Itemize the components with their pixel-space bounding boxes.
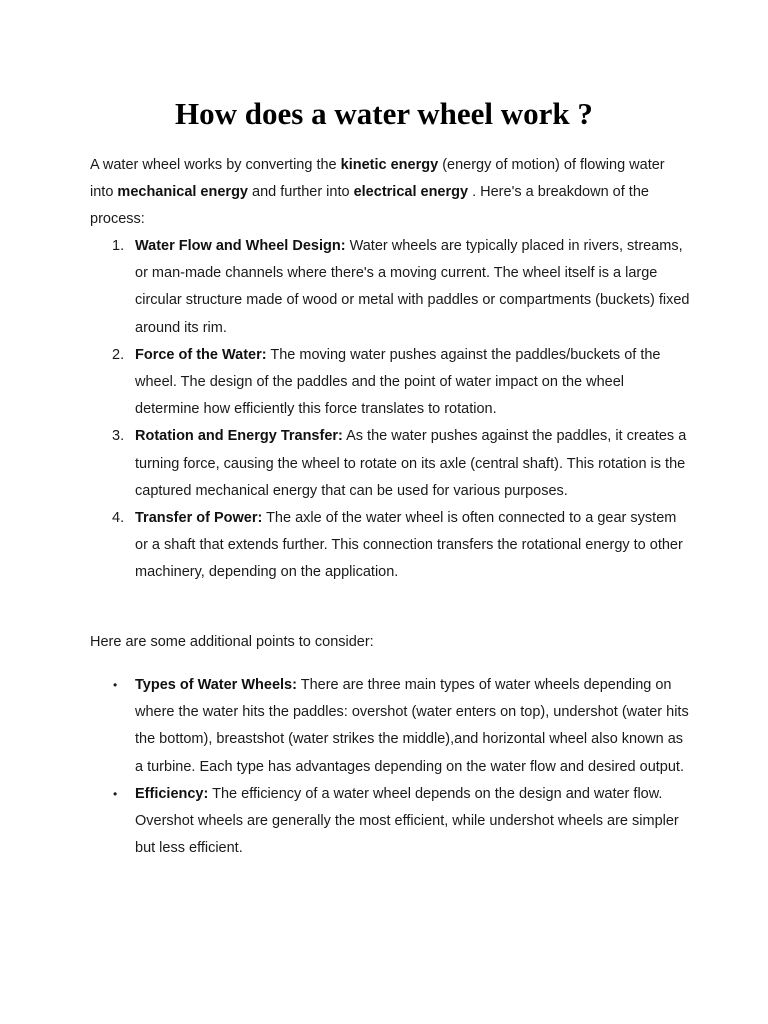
list-item-text: As the water pushes against the paddles, it creates a turning force, causing the wheel to rotate on its axle (central shaft). This rotation is the captured mechanical energy that can be used for various purposes. xyxy=(135,428,687,499)
bullet-icon: • xyxy=(113,678,118,692)
list-item-heading: Efficiency: xyxy=(135,785,209,802)
intro-text: and further into xyxy=(248,184,354,201)
intro-text: A water wheel works by converting the xyxy=(90,157,341,173)
list-item xyxy=(90,781,690,863)
additional-points-heading: Here are some additional points to consider: xyxy=(90,634,374,650)
list-item-text: The axle of the water wheel is often connected to a gear system or a shaft that extends further. This connection transfers the rotational energy to other machinery, depending on the application. xyxy=(135,510,683,581)
list-item-heading: Water Flow and Wheel Design: xyxy=(135,238,346,254)
page-title: How does a water wheel work ? xyxy=(175,96,593,131)
bullet-icon: • xyxy=(113,786,118,801)
intro-text: . Here's a breakdown of the process: xyxy=(90,184,649,228)
intro-bold-term: kinetic energy xyxy=(340,157,439,173)
list-item-heading: Force of the Water: xyxy=(135,346,267,363)
list-item-number: 2. xyxy=(112,346,125,363)
list-item-heading: Transfer of Power: xyxy=(135,510,263,527)
list-item-number: 4. xyxy=(112,510,125,527)
list-item-heading: Types of Water Wheels: xyxy=(135,677,297,693)
list-item xyxy=(90,505,690,587)
additional-points-list xyxy=(90,672,690,862)
intro-text: (energy of motion) of flowing water into xyxy=(90,157,665,201)
list-item-text: The moving water pushes against the paddles/buckets of the wheel. The design of the paddles and the point of water impact on the wheel determine how efficiently this force translates to rotation. xyxy=(135,346,661,418)
list-item-heading: Rotation and Energy Transfer: xyxy=(135,428,343,445)
intro-bold-term: electrical energy xyxy=(353,184,469,201)
list-item-text: There are three main types of water wheels depending on where the water hits the paddles: overshot (water enters on top), undershot (water hits the bottom), breastshot (water strikes the middle),and horizontal wheel also known as a turbine. Each type has advantages depending on the water flow and desired output. xyxy=(135,677,689,775)
list-item-text: Water wheels are typically placed in rivers, streams, or man-made channels where there's a moving current. The wheel itself is a large circular structure made of wood or metal with paddles or compartments (buckets) fixed around its rim. xyxy=(135,238,690,336)
list-item xyxy=(90,423,690,505)
list-item-text: The efficiency of a water wheel depends on the design and water flow. Overshot wheels are generally the most efficient, while undershot wheels are simpler but less efficient. xyxy=(135,785,679,857)
list-item xyxy=(90,233,690,342)
intro-paragraph xyxy=(90,152,690,234)
list-item-number: 1. xyxy=(112,238,125,254)
process-steps-list xyxy=(90,233,690,587)
list-item xyxy=(90,672,690,781)
list-item xyxy=(90,342,690,424)
list-item-number: 3. xyxy=(112,428,125,445)
intro-bold-term: mechanical energy xyxy=(117,184,248,201)
